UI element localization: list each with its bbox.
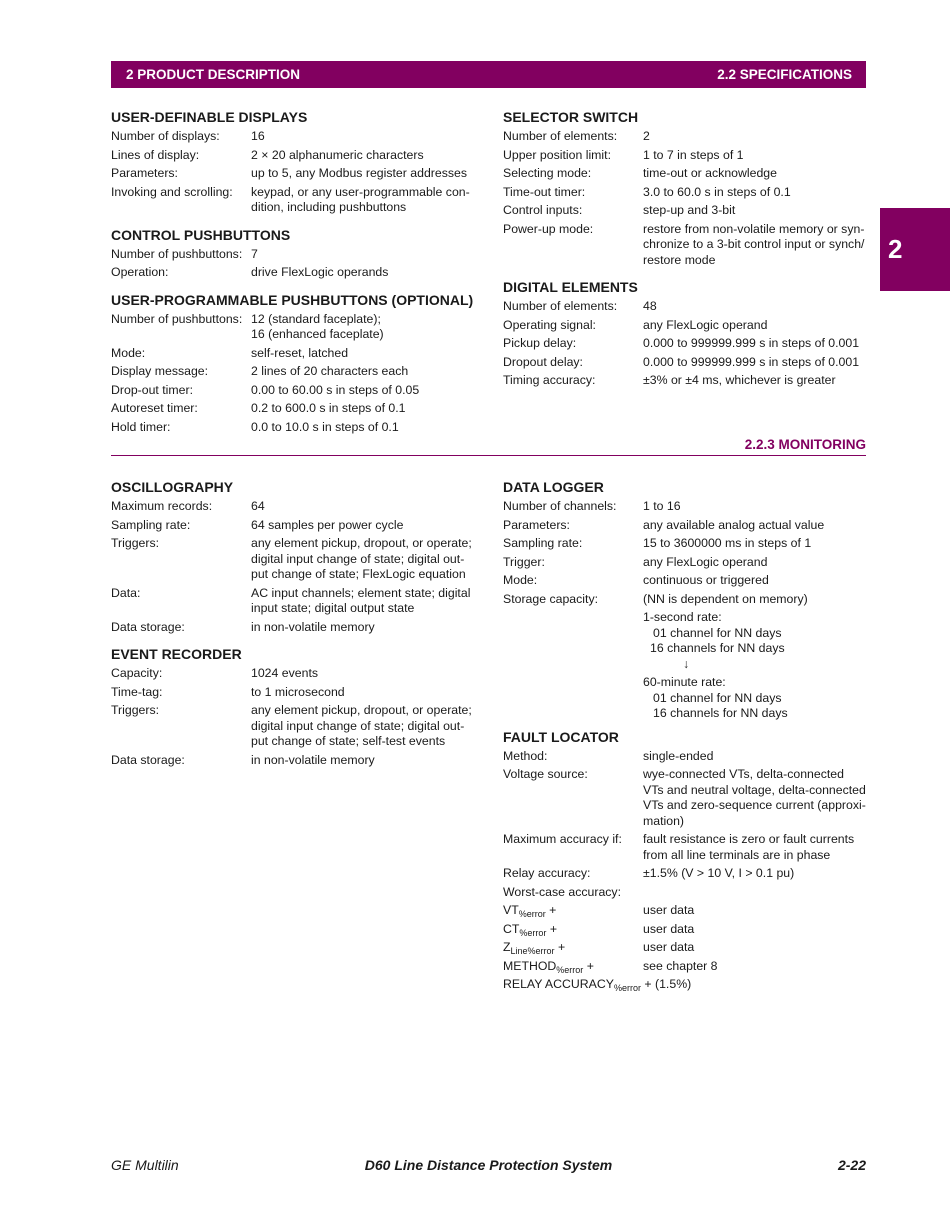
error-term-subscript: %error [556, 964, 584, 975]
spec-value [643, 355, 868, 371]
spec-row [111, 753, 476, 769]
footer-page-number: 2-22 [837, 1157, 866, 1173]
spec-label: Drop-out timer: [111, 382, 194, 397]
footer-company: GE Multilin [111, 1157, 179, 1173]
spec-row [503, 518, 868, 534]
lower-left-column [111, 478, 476, 768]
chapter-title: 2 PRODUCT DESCRIPTION [126, 67, 301, 82]
spec-label: Sampling rate: [503, 536, 583, 550]
spec-value-line: 2 [643, 129, 650, 143]
spec-value [251, 518, 476, 534]
spec-value [251, 265, 476, 281]
error-term-label [503, 922, 557, 942]
spec-value-line: any available analog actual value [643, 517, 825, 532]
spec-value [251, 312, 491, 343]
spec-row [503, 373, 868, 389]
spec-value [643, 299, 868, 315]
error-terms-list [503, 903, 868, 993]
spec-row [503, 866, 868, 882]
spec-value [251, 247, 476, 263]
spec-label: Maximum records: [111, 499, 213, 513]
spec-value-line: ±1.5% (V > 10 V, I > 0.1 pu) [643, 866, 795, 880]
spec-label: Triggers: [111, 703, 160, 717]
spec-label: Time-out timer: [503, 184, 586, 199]
spec-value [251, 166, 476, 182]
error-term-value: user data [643, 921, 695, 936]
upper-left-column [111, 108, 476, 435]
spec-value [643, 499, 868, 515]
spec-value [643, 129, 868, 145]
spec-value-line: VTs and neutral voltage, delta-connected [643, 782, 866, 797]
error-term-value: (1.5%) [655, 977, 692, 991]
oscillography-section [111, 478, 476, 635]
spec-value-line: in non-volatile memory [251, 619, 375, 634]
spec-row [503, 573, 868, 589]
error-term-label [503, 977, 652, 997]
spec-value-line: ±3% or ±4 ms, whichever is greater [643, 373, 836, 387]
section-title: 2.2 SPECIFICATIONS [717, 67, 852, 82]
spec-value-line: any element pickup, dropout, or operate; [251, 536, 472, 550]
section-heading: FAULT LOCATOR [503, 728, 619, 745]
error-term-value: user data [643, 903, 695, 917]
spec-row [111, 536, 476, 583]
error-term-label [503, 903, 556, 923]
spec-label: Data storage: [111, 619, 185, 634]
spec-row [503, 336, 868, 352]
spec-label: Parameters: [503, 517, 570, 532]
spec-value [251, 420, 491, 436]
error-term-suffix: + [545, 903, 557, 917]
spec-label: Mode: [111, 345, 146, 360]
spec-label: Pickup delay: [503, 336, 577, 350]
section-heading: OSCILLOGRAPHY [111, 479, 234, 495]
spec-label: Data storage: [111, 752, 185, 767]
spec-value [251, 753, 476, 769]
spec-label: Worst-case accuracy: [503, 884, 621, 899]
error-term-row [503, 977, 868, 993]
spec-value-line: mation) [643, 813, 685, 828]
spec-value-line: restore from non-volatile memory or syn- [643, 221, 865, 236]
spec-row [111, 499, 476, 515]
spec-row [111, 364, 491, 380]
fault-locator-section [503, 728, 868, 901]
spec-row [503, 749, 868, 765]
spec-label: Time-tag: [111, 684, 163, 699]
spec-value-line: 0.000 to 999999.999 s in steps of 0.001 [643, 354, 860, 369]
spec-label: Parameters: [111, 166, 178, 180]
spec-row [503, 767, 868, 829]
error-term-row [503, 922, 868, 938]
spec-value [251, 703, 476, 750]
spec-value-line: digital input change of state; digital out- [251, 551, 465, 566]
error-term-subscript: %error [519, 927, 547, 938]
section-heading: USER-DEFINABLE DISPLAYS [111, 109, 308, 125]
spec-value-line: step-up and 3-bit [643, 203, 736, 217]
spec-row [503, 299, 868, 315]
spec-value [251, 383, 491, 399]
spec-value-line: 7 [251, 246, 258, 261]
sixty-minute-heading: 60-minute rate: [643, 675, 726, 689]
error-term-base: RELAY ACCURACY [503, 977, 614, 991]
spec-label: Triggers: [111, 536, 160, 550]
spec-row [111, 620, 476, 636]
spec-value [643, 749, 868, 765]
spec-value-line: self-reset, latched [251, 345, 349, 360]
spec-value-line: dition, including pushbuttons [251, 200, 407, 214]
spec-row [503, 885, 868, 901]
spec-label: Dropout delay: [503, 354, 583, 369]
spec-label: Storage capacity: [503, 591, 599, 606]
user-displays-section [111, 108, 476, 216]
spec-row [111, 666, 476, 682]
spec-label: Capacity: [111, 666, 163, 680]
spec-row [111, 346, 491, 362]
spec-row [111, 185, 476, 216]
spec-value [251, 129, 476, 145]
spec-row [111, 586, 476, 617]
spec-value [251, 499, 476, 515]
data-logger-section [503, 478, 868, 607]
spec-value-line: (NN is dependent on memory) [643, 591, 808, 606]
error-term-label [503, 959, 594, 979]
spec-value [251, 666, 476, 682]
spec-value-line: any FlexLogic operand [643, 554, 768, 569]
spec-value-line: wye-connected VTs, delta-connected [643, 767, 844, 781]
spec-value [643, 318, 868, 334]
down-arrow-icon: ↓ [683, 656, 690, 671]
spec-value [643, 573, 868, 589]
error-term-value: user data [643, 940, 695, 954]
spec-row [503, 555, 868, 571]
control-pushbuttons-section [111, 226, 476, 281]
spec-label: Operating signal: [503, 317, 596, 332]
error-term-row [503, 903, 868, 919]
error-term-base: CT [503, 921, 520, 936]
user-pushbuttons-section [111, 291, 491, 436]
spec-row [503, 166, 868, 182]
spec-value-line: single-ended [643, 748, 714, 763]
spec-value-line: 1 to 16 [643, 499, 681, 513]
spec-value [643, 166, 868, 182]
section-heading: SELECTOR SWITCH [503, 109, 639, 125]
spec-row [503, 222, 868, 269]
spec-value-line: from all line terminals are in phase [643, 847, 831, 862]
spec-value-line: 2 lines of 20 characters each [251, 364, 409, 378]
error-term-base: VT [503, 903, 519, 917]
spec-value [643, 536, 868, 552]
section-heading: USER-PROGRAMMABLE PUSHBUTTONS (OPTIONAL) [111, 291, 474, 308]
spec-value [251, 536, 476, 583]
error-term-base: Z [503, 940, 511, 954]
spec-value [251, 346, 491, 362]
spec-value-line: drive FlexLogic operands [251, 265, 389, 279]
section-heading: DATA LOGGER [503, 479, 604, 495]
spec-value [643, 885, 868, 901]
spec-row [503, 185, 868, 201]
spec-value-line: any element pickup, dropout, or operate; [251, 703, 472, 717]
spec-value-line: VTs and zero-sequence current (approxi- [643, 798, 866, 812]
spec-value [643, 185, 868, 201]
spec-value [643, 336, 868, 352]
digital-elements-section [503, 278, 868, 389]
spec-label: Control inputs: [503, 203, 583, 217]
spec-label: Number of pushbuttons: [111, 246, 243, 261]
spec-label: Relay accuracy: [503, 866, 591, 880]
spec-value [643, 832, 868, 863]
sixty-minute-rate-block [503, 675, 868, 722]
one-second-line2: 16 channels for NN days [650, 641, 785, 655]
error-term-label [503, 940, 565, 960]
spec-row [111, 685, 476, 701]
spec-value [643, 222, 868, 269]
spec-label: Mode: [503, 573, 538, 587]
section-heading: DIGITAL ELEMENTS [503, 279, 638, 295]
spec-value-line: 0.2 to 600.0 s in steps of 0.1 [251, 401, 406, 415]
spec-value-line: 0.0 to 10.0 s in steps of 0.1 [251, 419, 399, 434]
spec-row [503, 832, 868, 863]
spec-row [111, 247, 476, 263]
spec-label: Maximum accuracy if: [503, 832, 622, 846]
spec-value-line: 64 samples per power cycle [251, 517, 404, 532]
error-term-value: see chapter 8 [643, 958, 718, 973]
error-term-row [503, 959, 868, 975]
spec-row [503, 129, 868, 145]
spec-value [643, 555, 868, 571]
spec-label: Number of elements: [503, 129, 618, 143]
spec-row [503, 355, 868, 371]
spec-value-line: 0.000 to 999999.999 s in steps of 0.001 [643, 336, 860, 350]
spec-value-line: time-out or acknowledge [643, 166, 777, 180]
monitoring-heading: 2.2.3 MONITORING [111, 437, 866, 456]
error-term-suffix: + [546, 921, 558, 936]
spec-row [111, 401, 491, 417]
spec-value-line: any FlexLogic operand [643, 317, 768, 332]
spec-row [111, 420, 491, 436]
spec-value-line: input state; digital output state [251, 601, 415, 615]
spec-value-line: AC input channels; element state; digital [251, 585, 471, 600]
spec-label: Hold timer: [111, 419, 171, 434]
spec-value [643, 518, 868, 534]
spec-row [503, 148, 868, 164]
spec-label: Invoking and scrolling: [111, 184, 233, 199]
spec-row [111, 129, 476, 145]
error-term-suffix: + [583, 958, 594, 973]
one-second-heading: 1-second rate: [643, 610, 722, 624]
upper-right-column [503, 108, 868, 389]
spec-value-line: 12 (standard faceplate); [251, 311, 381, 326]
error-term-subscript: Line%error [510, 946, 555, 956]
spec-value [251, 364, 491, 380]
one-second-line1: 01 channel for NN days [653, 625, 782, 640]
selector-switch-section [503, 108, 868, 268]
spec-value-line: 1 to 7 in steps of 1 [643, 147, 744, 162]
spec-value-line: 64 [251, 499, 265, 513]
spec-value-line: keypad, or any user-programmable con- [251, 184, 470, 199]
lower-right-column [503, 478, 868, 993]
spec-value-line: restore mode [643, 252, 716, 267]
error-term-suffix: + [554, 940, 566, 954]
spec-value [251, 148, 476, 164]
spec-value-line: put change of state; FlexLogic equation [251, 567, 466, 581]
spec-row [503, 592, 868, 608]
sixty-minute-line1: 01 channel for NN days [653, 690, 782, 705]
error-term-base: METHOD [503, 958, 557, 973]
spec-value-line: 16 (enhanced faceplate) [251, 327, 384, 341]
spec-label: Number of displays: [111, 129, 220, 143]
spec-row [111, 383, 491, 399]
spec-value [643, 592, 868, 608]
spec-value-line: put change of state; self-test events [251, 734, 446, 748]
spec-value-line: chronize to a 3-bit control input or synch/ [643, 237, 865, 251]
section-heading: EVENT RECORDER [111, 646, 242, 662]
spec-value-line: 48 [643, 299, 657, 313]
spec-value-line: fault resistance is zero or fault currents [643, 832, 855, 846]
spec-value-line: 15 to 3600000 ms in steps of 1 [643, 536, 812, 550]
spec-label: Sampling rate: [111, 517, 191, 532]
spec-row [503, 318, 868, 334]
spec-label: Power-up mode: [503, 221, 594, 236]
spec-label: Data: [111, 585, 141, 600]
event-recorder-section [111, 645, 476, 768]
spec-label: Timing accuracy: [503, 373, 596, 387]
spec-label: Voltage source: [503, 767, 588, 781]
sixty-minute-line2: 16 channels for NN days [653, 706, 788, 720]
spec-value-line: 0.00 to 60.00 s in steps of 0.05 [251, 382, 420, 397]
spec-label: Number of channels: [503, 499, 617, 513]
spec-value [251, 620, 476, 636]
spec-value-line: 3.0 to 60.0 s in steps of 0.1 [643, 184, 791, 199]
spec-value [251, 401, 491, 417]
spec-row [111, 518, 476, 534]
spec-value [251, 685, 476, 701]
spec-value [643, 203, 868, 219]
spec-label: Display message: [111, 364, 209, 378]
spec-label: Selecting mode: [503, 166, 592, 180]
spec-label: Upper position limit: [503, 147, 611, 162]
spec-label: Number of pushbuttons: [111, 311, 243, 326]
spec-value-line: 1024 events [251, 666, 319, 680]
spec-value [643, 148, 868, 164]
spec-row [111, 148, 476, 164]
spec-row [503, 499, 868, 515]
error-term-subscript: %error [613, 983, 641, 993]
error-term-subscript: %error [518, 909, 546, 919]
spec-label: Lines of display: [111, 147, 200, 162]
spec-value-line: continuous or triggered [643, 573, 769, 587]
spec-value-line: to 1 microsecond [251, 684, 345, 699]
spec-value [643, 866, 868, 882]
spec-label: Trigger: [503, 554, 545, 569]
spec-row [503, 203, 868, 219]
spec-label: Number of elements: [503, 299, 618, 313]
error-term-suffix: + [640, 977, 652, 991]
spec-row [111, 312, 491, 343]
spec-row [111, 265, 476, 281]
page-footer [111, 1157, 866, 1175]
footer-product: D60 Line Distance Protection System [364, 1157, 613, 1173]
spec-row [503, 536, 868, 552]
spec-value-line: 2 × 20 alphanumeric characters [251, 147, 424, 162]
spec-value-line: up to 5, any Modbus register addresses [251, 166, 468, 180]
one-second-rate-block [503, 610, 868, 672]
spec-value-line: 16 [251, 129, 265, 143]
spec-label: Operation: [111, 265, 169, 279]
spec-value [251, 185, 476, 216]
spec-value [643, 373, 868, 389]
section-header-bar [111, 61, 866, 88]
spec-label: Autoreset timer: [111, 401, 198, 415]
error-term-row [503, 940, 868, 956]
spec-value [643, 767, 868, 829]
section-heading: CONTROL PUSHBUTTONS [111, 226, 291, 243]
spec-value-line: digital input change of state; digital out- [251, 718, 465, 733]
chapter-tab: 2 [880, 208, 950, 291]
spec-value [251, 586, 476, 617]
spec-row [111, 703, 476, 750]
spec-value-line: in non-volatile memory [251, 752, 375, 767]
spec-label: Method: [503, 748, 548, 763]
spec-row [111, 166, 476, 182]
